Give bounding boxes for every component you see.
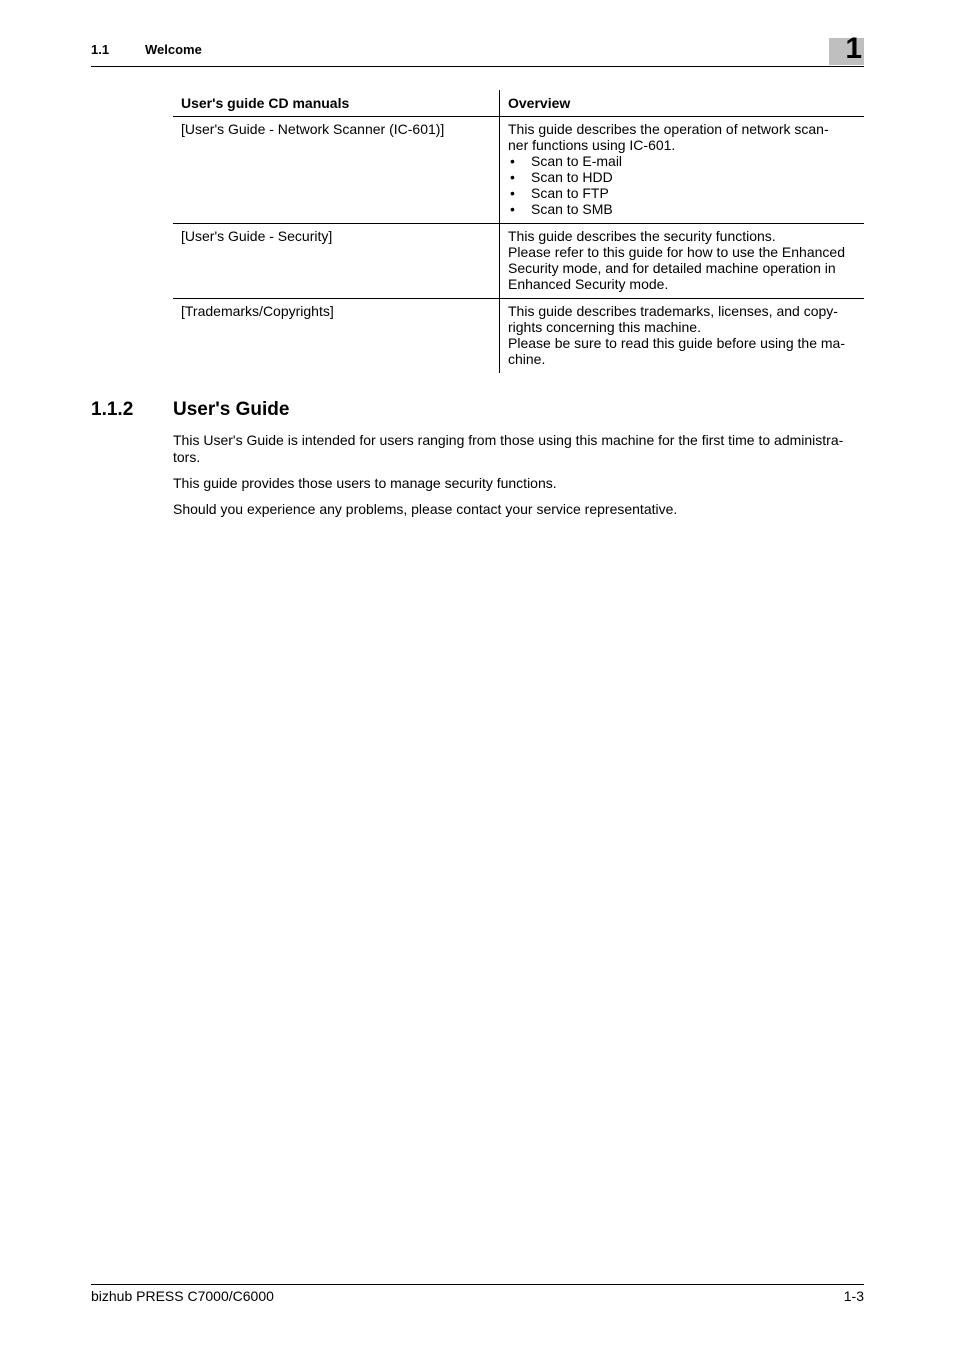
paragraph: This guide provides those users to manage security functions.: [173, 475, 557, 491]
manuals-table: [173, 90, 864, 373]
manual-overview: [500, 299, 865, 374]
overview-line: Enhanced Security mode.: [508, 276, 669, 292]
list-item: • Scan to E-mail: [508, 153, 856, 169]
page-header: [91, 32, 864, 67]
subsection-heading: [91, 398, 289, 422]
manual-overview: [500, 224, 865, 299]
table-row: [173, 299, 864, 374]
paragraph: This User's Guide is intended for users ranging from those using this machine for the first time to administra-tors.: [173, 432, 844, 465]
column-header-overview: Overview: [500, 90, 865, 117]
subsection-number: 1.1.2: [91, 399, 134, 420]
manual-name: [User's Guide - Network Scanner (IC-601)]: [173, 117, 500, 224]
header-section-number: 1.1: [91, 42, 110, 57]
overview-line: This guide describes the operation of network scan-: [508, 121, 829, 137]
chapter-tab: [829, 32, 864, 65]
overview-line: Security mode, and for detailed machine operation in: [508, 260, 836, 276]
overview-line: rights concerning this machine.: [508, 319, 701, 335]
bullet-list: [508, 153, 856, 217]
footer-page-number: 1-3: [843, 1288, 864, 1304]
paragraph: Should you experience any problems, please contact your service representative.: [173, 501, 678, 517]
manual-name: [Trademarks/Copyrights]: [173, 299, 500, 374]
column-header-manuals: User's guide CD manuals: [173, 90, 500, 117]
overview-line: chine.: [508, 351, 546, 367]
list-item: • Scan to FTP: [508, 185, 856, 201]
chapter-number: 1: [845, 32, 862, 65]
table-header-row: [173, 90, 864, 117]
overview-line: Please be sure to read this guide before using the ma-: [508, 335, 845, 351]
table-row: [173, 117, 864, 224]
manual-name: [User's Guide - Security]: [173, 224, 500, 299]
list-item: • Scan to HDD: [508, 169, 856, 185]
overview-line: Please refer to this guide for how to use the Enhanced: [508, 244, 845, 260]
manual-overview: [500, 117, 865, 224]
list-item: • Scan to SMB: [508, 201, 856, 217]
footer-document-title: bizhub PRESS C7000/C6000: [91, 1288, 274, 1304]
overview-line: This guide describes the security functions.: [508, 228, 776, 244]
subsection-title: User's Guide: [173, 399, 290, 420]
overview-line: This guide describes trademarks, licenses, and copy-: [508, 303, 838, 319]
header-section-title: Welcome: [145, 42, 202, 57]
page-footer: [91, 1284, 864, 1304]
overview-line: ner functions using IC-601.: [508, 137, 676, 153]
table-row: [173, 224, 864, 299]
